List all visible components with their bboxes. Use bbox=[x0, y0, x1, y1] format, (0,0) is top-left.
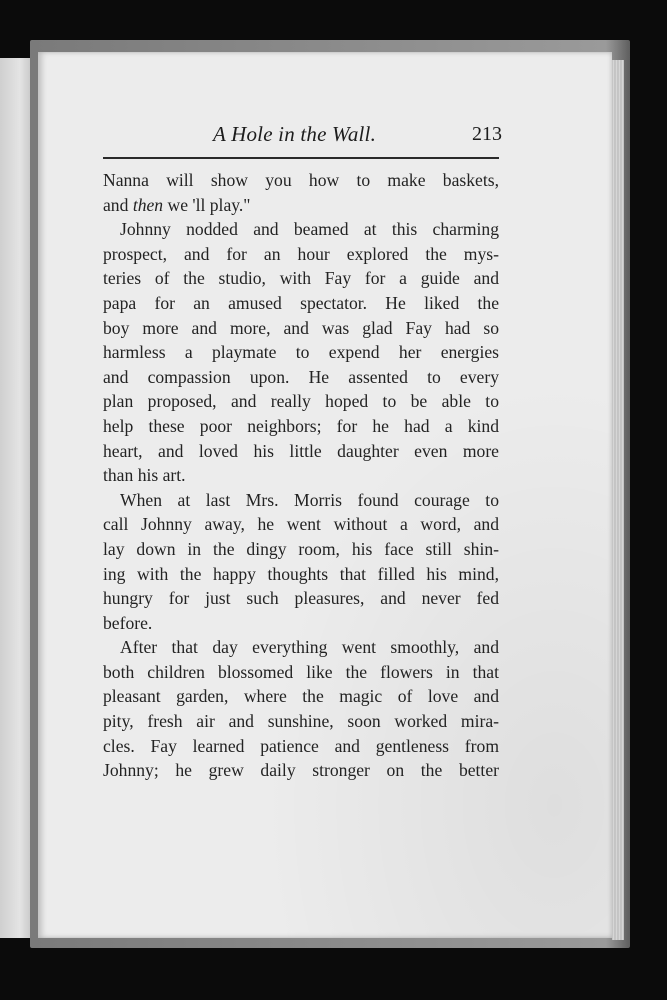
text-line: teries of the studio, with Fay for a guide and bbox=[103, 268, 499, 289]
header-rule bbox=[103, 157, 499, 159]
emphasized-word: then bbox=[132, 194, 164, 215]
text-line: lay down in the dingy room, his face still shin- bbox=[103, 538, 499, 559]
text-line: boy more and more, and was glad Fay had so bbox=[103, 317, 499, 338]
paragraph-first-line: Johnny nodded and beamed at this charming bbox=[120, 219, 499, 240]
paragraph-first-line: After that day everything went smoothly, and bbox=[120, 637, 499, 658]
body-text bbox=[103, 168, 499, 783]
running-header bbox=[103, 122, 502, 152]
text-line: ing with the happy thoughts that filled his mind, bbox=[103, 563, 499, 584]
text-line: help these poor neighbors; for he had a kind bbox=[103, 415, 499, 436]
running-title: A Hole in the Wall. bbox=[213, 122, 377, 146]
text-fragment: we 'll play." bbox=[163, 194, 251, 215]
text-line: and compassion upon. He assented to every bbox=[103, 366, 499, 387]
text-line bbox=[103, 193, 499, 218]
page-number: 213 bbox=[472, 123, 502, 145]
text-line: prospect, and for an hour explored the mys- bbox=[103, 243, 499, 264]
text-line: plan proposed, and really hoped to be able to bbox=[103, 391, 499, 412]
text-line: harmless a playmate to expend her energies bbox=[103, 342, 499, 363]
text-line: Nanna will show you how to make baskets, bbox=[103, 170, 499, 190]
text-fragment: and bbox=[103, 194, 133, 215]
text-line: than his art. bbox=[103, 465, 186, 486]
text-line: Johnny; he grew daily stronger on the better bbox=[103, 760, 499, 781]
text-line: before. bbox=[103, 612, 153, 633]
text-line: papa for an amused spectator. He liked the bbox=[103, 292, 499, 313]
paragraph-first-line: When at last Mrs. Morris found courage to bbox=[120, 489, 499, 510]
text-line: hungry for just such pleasures, and never fed bbox=[103, 588, 499, 609]
text-line: cles. Fay learned patience and gentleness from bbox=[103, 735, 499, 756]
page-block-edge bbox=[612, 60, 624, 940]
text-line: call Johnny away, he went without a word, and bbox=[103, 514, 499, 535]
text-line: pleasant garden, where the magic of love and bbox=[103, 686, 499, 707]
text-line: pity, fresh air and sunshine, soon worked mira- bbox=[103, 711, 499, 732]
text-line: heart, and loved his little daughter even more bbox=[103, 440, 499, 461]
text-line: both children blossomed like the flowers in that bbox=[103, 661, 499, 682]
